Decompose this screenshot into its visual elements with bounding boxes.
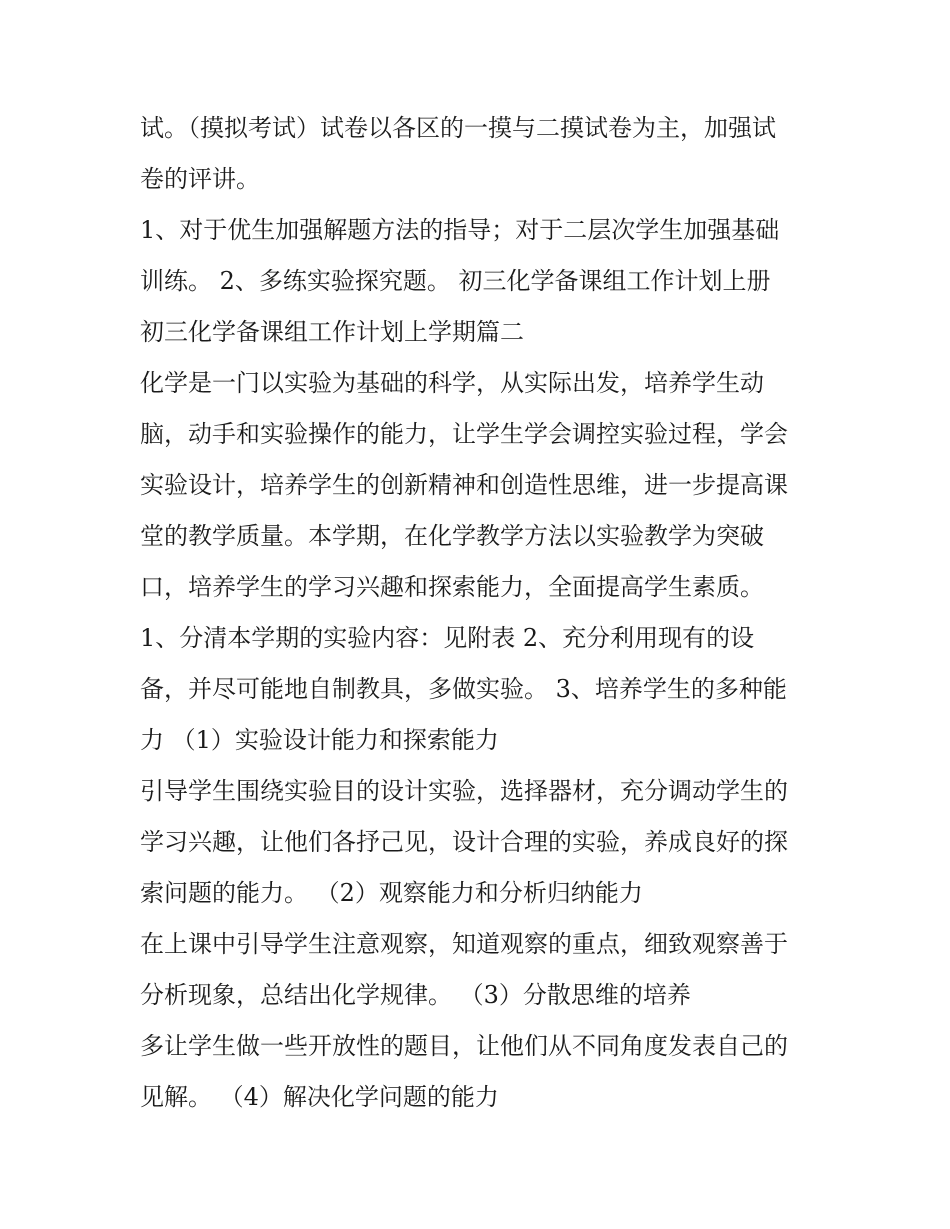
text-line: 分析现象，总结出化学规律。 （3）分散思维的培养 bbox=[140, 981, 691, 1009]
text-line: 多让学生做一些开放性的题目，让他们从不同角度发表自己的 bbox=[140, 1032, 788, 1060]
text-line: 在上课中引导学生注意观察，知道观察的重点，细致观察善于 bbox=[140, 930, 788, 958]
text-line: 口，培养学生的学习兴趣和探索能力，全面提高学生素质。 bbox=[140, 573, 764, 601]
text-line: 1、分清本学期的实验内容：见附表 2、充分利用现有的设 bbox=[140, 624, 755, 652]
text-line: 堂的教学质量。本学期，在化学教学方法以实验教学为突破 bbox=[140, 522, 764, 550]
text-line: 化学是一门以实验为基础的科学，从实际出发，培养学生动 bbox=[140, 369, 764, 397]
text-line: 引导学生围绕实验目的设计实验，选择器材，充分调动学生的 bbox=[140, 777, 788, 805]
text-line: 索问题的能力。 （2）观察能力和分析归纳能力 bbox=[140, 879, 643, 907]
text-line: 实验设计，培养学生的创新精神和创造性思维，进一步提高课 bbox=[140, 471, 788, 499]
text-line: 脑，动手和实验操作的能力，让学生学会调控实验过程，学会 bbox=[140, 420, 788, 448]
text-line: 力 （1）实验设计能力和探索能力 bbox=[140, 726, 499, 754]
text-line: 备，并尽可能地自制教具，多做实验。 3、培养学生的多种能 bbox=[140, 675, 787, 703]
text-line: 学习兴趣，让他们各抒己见，设计合理的实验，养成良好的探 bbox=[140, 828, 788, 856]
text-line: 训练。 2、多练实验探究题。 初三化学备课组工作计划上册 bbox=[140, 267, 771, 295]
section-heading: 初三化学备课组工作计划上学期篇二 bbox=[140, 318, 524, 346]
text-line: 试。（摸拟考试）试卷以各区的一摸与二摸试卷为主，加强试 bbox=[140, 114, 776, 142]
text-line: 卷的评讲。 bbox=[140, 165, 260, 193]
text-line: 见解。 （4）解决化学问题的能力 bbox=[140, 1083, 499, 1111]
document-body bbox=[140, 103, 820, 1123]
text-line: 1、对于优生加强解题方法的指导；对于二层次学生加强基础 bbox=[140, 216, 780, 244]
